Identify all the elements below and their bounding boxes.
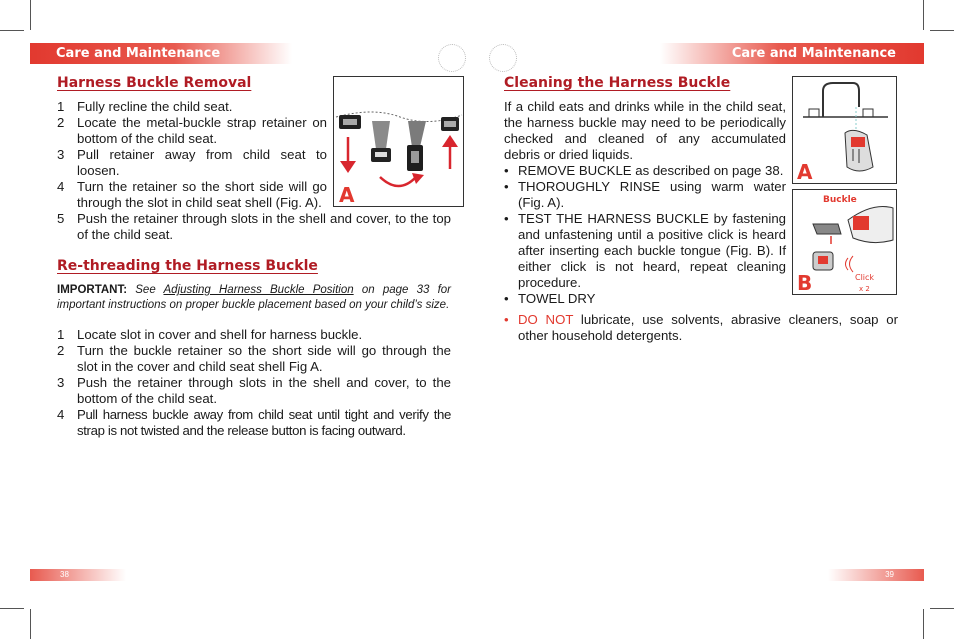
important-link[interactable]: Adjusting Harness Buckle Position xyxy=(163,284,354,296)
figure-buckle-removal xyxy=(333,76,464,207)
buckle-caption: Buckle xyxy=(823,195,857,205)
registration-mark xyxy=(489,44,517,72)
crop-mark xyxy=(923,609,924,639)
list-item: 3 Pull retainer away from child seat to loosen. xyxy=(57,147,327,178)
warning-text: lubricate, use solvents, abrasive cleaners, soap or other household detergents. xyxy=(518,312,898,343)
figure-label: A xyxy=(339,183,355,207)
page-number-left: 38 xyxy=(30,569,126,581)
list-item: 4 Pull harness buckle away from child seat until tight and verify the strap is not twisted and the release button is facing outward. xyxy=(57,407,451,438)
cleaning-steps xyxy=(504,163,786,307)
removal-steps xyxy=(57,99,327,211)
section-title-rethreading: Re-threading the Harness Buckle xyxy=(57,258,318,274)
crop-mark xyxy=(0,608,24,609)
list-item: • DO NOT lubricate, use solvents, abrasive cleaners, soap or other household detergents. xyxy=(504,312,898,343)
crop-mark xyxy=(30,0,31,30)
click-text: Click xyxy=(855,273,875,282)
crop-mark xyxy=(0,30,24,31)
list-item: 1 Locate slot in cover and shell for harness buckle. xyxy=(57,327,363,342)
crop-mark xyxy=(930,608,954,609)
important-pre: See xyxy=(135,284,156,296)
test-buckle-illustration xyxy=(793,190,897,295)
list-item: • THOROUGHLY RINSE using warm water (Fig. A). xyxy=(504,179,786,210)
removal-step-5 xyxy=(57,211,451,243)
page-header-right: Care and Maintenance xyxy=(660,43,924,64)
cleaning-warning xyxy=(504,312,898,344)
section-title-cleaning: Cleaning the Harness Buckle xyxy=(504,75,731,91)
list-item: 2 Locate the metal-buckle strap retainer on bottom of the child seat. xyxy=(57,115,327,146)
page-header-left: Care and Maintenance xyxy=(30,43,292,64)
click-count: x 2 xyxy=(859,285,870,293)
list-item: 5 Push the retainer through slots in the shell and cover, to the top of the child seat. xyxy=(57,211,451,242)
figure-label: B xyxy=(797,271,813,295)
rinse-illustration xyxy=(793,77,897,184)
list-item: 3 Push the retainer through slots in the shell and cover, to the bottom of the child seat. xyxy=(57,375,451,406)
cleaning-intro: If a child eats and drinks while in the child seat, the harness buckle may need to be periodically checked and cleaned of any accumulated debris or dried liquids. xyxy=(504,99,786,162)
important-text: on page 33 for important instructions on proper buckle placement based on your child’s size. xyxy=(57,284,451,311)
section-title-harness-buckle-removal: Harness Buckle Removal xyxy=(57,75,252,91)
list-item: 1 Fully recline the child seat. xyxy=(57,99,233,114)
important-label: IMPORTANT: xyxy=(57,284,128,296)
list-item: • REMOVE BUCKLE as described on page 38. xyxy=(504,163,784,178)
list-item: • TOWEL DRY xyxy=(504,291,596,306)
page-number-right: 39 xyxy=(828,569,924,581)
important-note xyxy=(57,283,451,313)
crop-mark xyxy=(30,609,31,639)
registration-mark xyxy=(438,44,466,72)
buckle-removal-illustration xyxy=(334,77,464,207)
crop-mark xyxy=(923,0,924,30)
list-item: 2 Turn the buckle retainer so the short side will go through the slot in the cover and child seat shell Fig A. xyxy=(57,343,451,374)
rethreading-steps xyxy=(57,327,451,439)
figure-test-buckle xyxy=(792,189,897,295)
warning-prefix: DO NOT xyxy=(518,312,574,327)
crop-mark xyxy=(930,30,954,31)
figure-label: A xyxy=(797,160,813,184)
list-item: • TEST THE HARNESS BUCKLE by fastening and unfastening until a positive click is heard after inserting each buckle tongue (Fig. B). If either click is not heard, repeat cleaning procedure. xyxy=(504,211,786,290)
list-item: 4 Turn the retainer so the short side will go through the slot in child seat shell (Fig. A). xyxy=(57,179,327,210)
figure-rinse-buckle xyxy=(792,76,897,184)
